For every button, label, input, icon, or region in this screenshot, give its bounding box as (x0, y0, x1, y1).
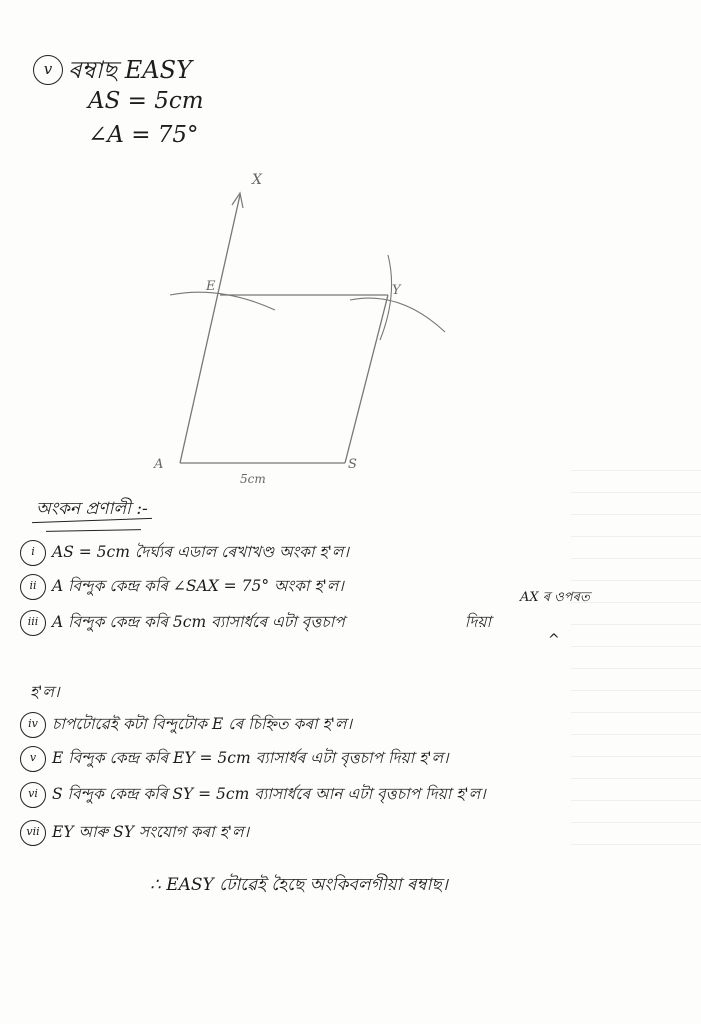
step-3-insertion: AX ৰ ওপৰত (520, 590, 590, 605)
step-6 (20, 782, 486, 808)
problem-title: ৰম্বাছ EASY (68, 56, 192, 84)
step-number: v (20, 746, 46, 772)
label-y: Y (392, 283, 401, 298)
step-number: iii (20, 610, 46, 636)
step-number: vii (20, 820, 46, 846)
step-1 (20, 540, 349, 566)
step-text: চাপটোৱেই কটা বিন্দুটোক E ৰে চিহ্নিত কৰা হ'ল। (52, 715, 352, 733)
rhombus-construction (140, 160, 480, 500)
label-e: E (206, 279, 216, 294)
step-text: A বিন্দুক কেন্দ্ৰ কৰি 5cm ব্যাসাৰ্ধৰে এটা বৃত্তচাপ (52, 613, 345, 631)
problem-number: v (33, 55, 63, 85)
step-7 (20, 820, 249, 846)
step-text: AS = 5cm দৈৰ্ঘ্যৰ এডাল ৰেখাখণ্ড অংকা হ'ল। (52, 543, 349, 561)
step-3-continuation: হ'ল। (30, 683, 60, 701)
step-3 (20, 610, 491, 636)
step-4 (20, 712, 352, 738)
side-sy (345, 295, 388, 463)
step-text: E বিন্দুক কেন্দ্ৰ কৰি EY = 5cm ব্যাসাৰ্ধৰ এটা বৃত্তচাপ দিয়া হ'ল। (52, 749, 449, 767)
step-number: vi (20, 782, 46, 808)
conclusion: ∴ EASY টোৱেই হৈছে অংকিবলগীয়া ৰম্বাছ। (150, 875, 448, 895)
label-base-length: 5cm (240, 472, 266, 486)
step-text: A বিন্দুক কেন্দ্ৰ কৰি ∠SAX = 75° অংকা হ'ল। (52, 577, 344, 595)
label-s: S (348, 457, 357, 472)
step-text: EY আৰু SY সংযোগ কৰা হ'ল। (52, 823, 250, 841)
insertion-caret: ^ (548, 632, 560, 648)
step-number: i (20, 540, 46, 566)
steps-heading: অংকন প্ৰণালী :- (36, 499, 148, 519)
step-2 (20, 574, 344, 600)
step-text: S বিন্দুক কেন্দ্ৰ কৰি SY = 5cm ব্যাসাৰ্ধৰে আন এটা বৃত্তচাপ দিয়া হ'ল। (52, 785, 486, 803)
label-x: X (252, 172, 262, 188)
heading-underline (46, 529, 141, 532)
step-text-end: দিয়া (464, 613, 491, 631)
step-number: iv (20, 712, 46, 738)
given-angle: ∠A = 75° (88, 122, 199, 148)
bleed-through (571, 470, 701, 850)
step-number: ii (20, 574, 46, 600)
arc-from-e (380, 255, 392, 340)
label-a: A (154, 457, 164, 472)
step-5 (20, 746, 449, 772)
given-side: AS = 5cm (88, 88, 204, 114)
ray-ax (180, 195, 240, 463)
arc-from-s (350, 298, 445, 332)
